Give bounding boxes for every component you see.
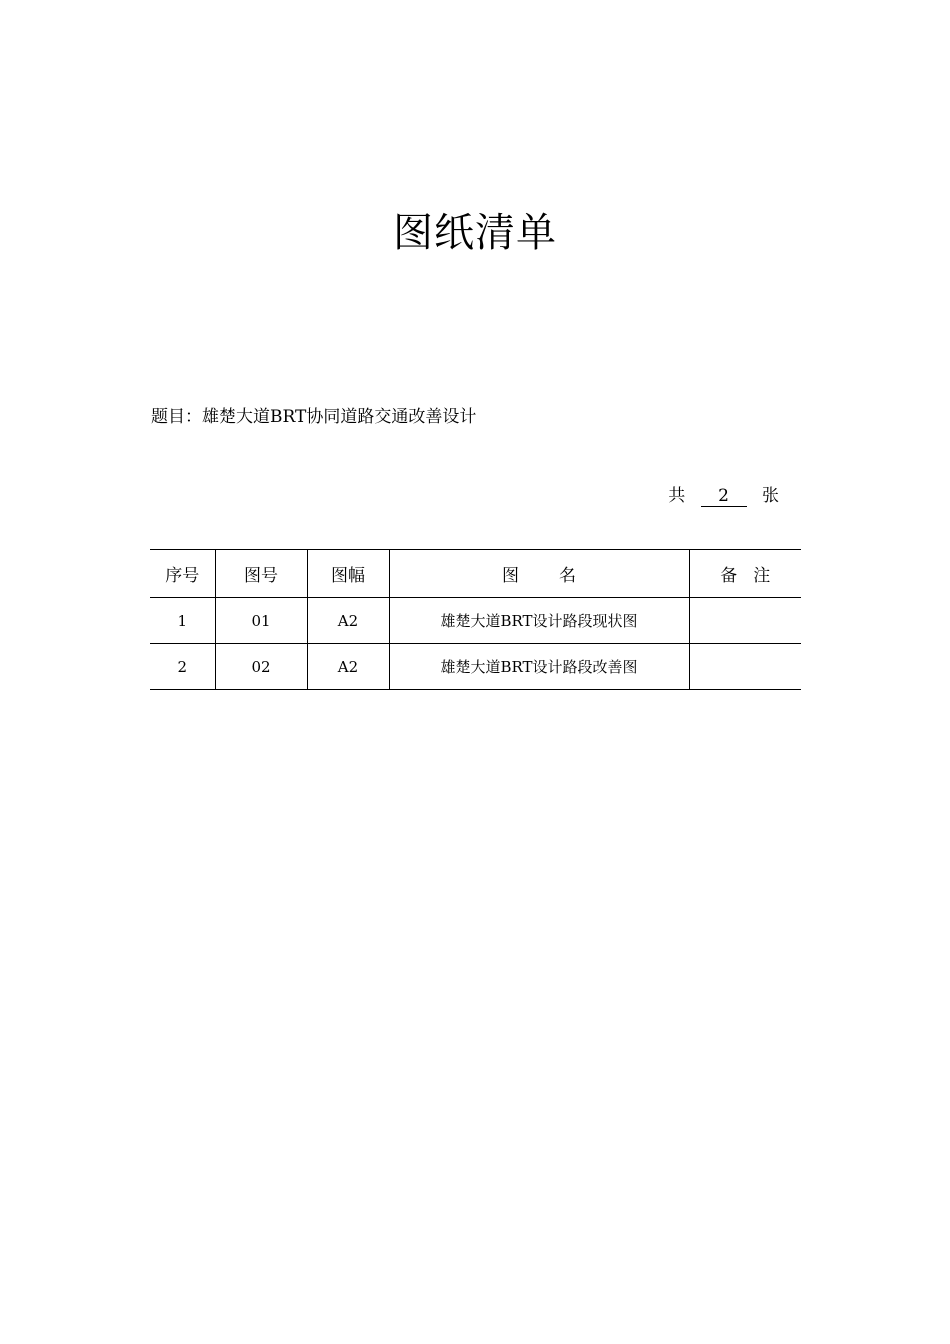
cell-drawing-name: 雄楚大道BRT设计路段改善图	[389, 644, 689, 690]
cell-remarks	[689, 644, 801, 690]
cell-drawing-number: 02	[215, 644, 307, 690]
header-sheet-size: 图幅	[307, 550, 389, 598]
sheet-count-suffix: 张	[762, 486, 779, 506]
subject-line	[151, 405, 476, 429]
sheet-count	[668, 484, 779, 508]
cell-drawing-number: 01	[215, 598, 307, 644]
cell-serial-number: 1	[150, 598, 215, 644]
subject-label: 题目：	[151, 407, 202, 427]
cell-sheet-size: A2	[307, 598, 389, 644]
table-header-row	[150, 550, 801, 598]
cell-serial-number: 2	[150, 644, 215, 690]
cell-drawing-name: 雄楚大道BRT设计路段现状图	[389, 598, 689, 644]
cell-remarks	[689, 598, 801, 644]
table-row	[150, 644, 801, 690]
sheet-count-value: 2	[701, 486, 747, 507]
subject-value: 雄楚大道BRT协同道路交通改善设计	[202, 407, 477, 427]
page-title: 图纸清单	[393, 210, 557, 256]
header-serial-number: 序号	[150, 550, 215, 598]
header-remarks: 备注	[689, 550, 801, 598]
table-row	[150, 598, 801, 644]
header-drawing-number: 图号	[215, 550, 307, 598]
sheet-count-prefix: 共	[668, 486, 686, 506]
header-drawing-name: 图名	[389, 550, 689, 598]
drawing-list-table	[150, 549, 801, 690]
cell-sheet-size: A2	[307, 644, 389, 690]
